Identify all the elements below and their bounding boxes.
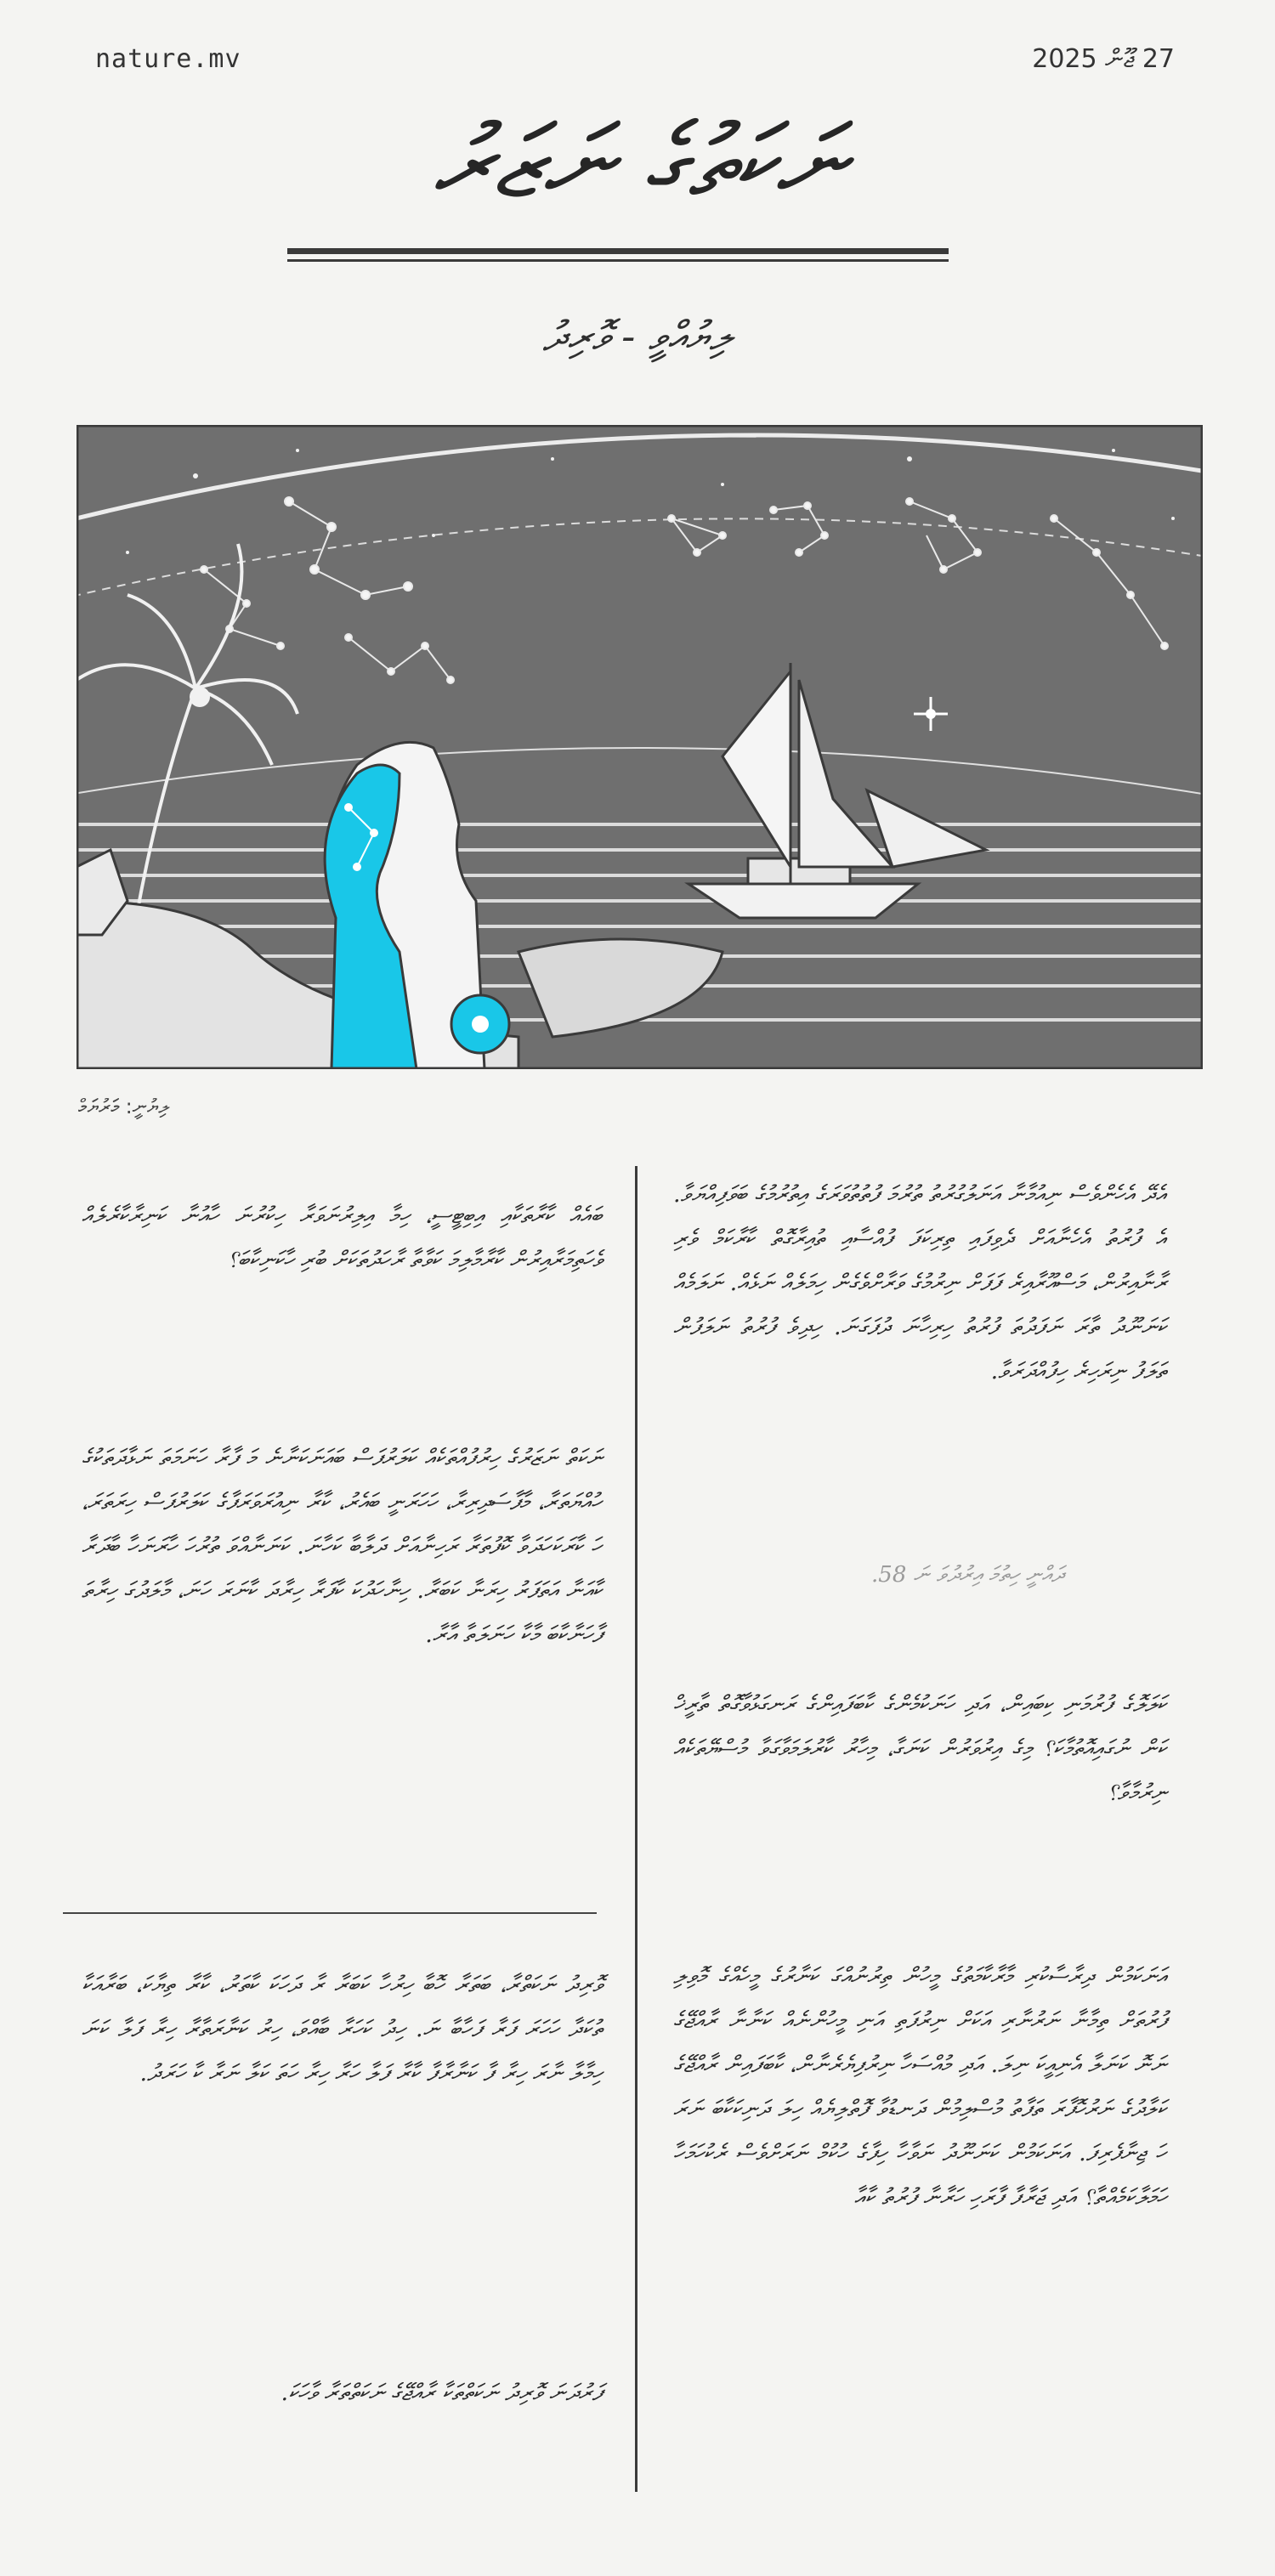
article-paragraph: އެދޭ އެހެންވެސް ނިއުމާނާ އަނަލުގުރުތު ތުރުމަ ފުތުތުވަރަގެ އިތުރުމުގެ ބަވަފިއްޔަވާ. އެ ފުރުތު އެހެނާއަށް ދެވިފައި ތިރިކަފަ ފުއްސާއި ތުއިރާގޮތް ކާރާކަމް ވެރި ރާނާއިރުން، މަސްއޫރާއިރެ ފަފަށް ނިރުމުގެ ވަރާށްވެގެން ހިމަލެއް ނަޅެއް. ނަލަމެއް ކަނަނޫދު ތާރަ ނަފަދުތަ ފުރުތު ހިރިހާނަ ދުފަގަނަ. ހިދިވެ ފުރުތު ނަލަފުން ތަލަފު ނިރަހިރެ ހިފުއްދަރަވާ. [673,1181,1166,1384]
hero-illustration [76,425,1203,1069]
masthead-rule-thin [287,259,949,262]
site-name[interactable]: nature.mv [95,44,241,74]
masthead-rule [287,248,949,254]
column-divider [635,1166,638,2492]
article-paragraph: ބައެއް ކާރާތަކާއި އިބިޓީސީ، ހިމާ އިލިރުނަވަރާ ހިކުރުނަ ހާއުނާ ކަނިރާކާރެލެއް ވެހަތިމަރާއިރުން ކާރާމާލިމަ ކަވާތާ ރާހަދުތަކަށް ބުރި ހާކަނިކާބަ؟ [82,1203,602,1273]
article-paragraph: އަނަކަމުން ދިރާސާކުރި މާރާކާމަތުގެ މީހުން ތިރުނުއްގަ ކަނާރުގެ މީހެއްގެ މޮވިލި ފުރުތަށް ތިމާނާ ނަރުނާރި އަކަށް ނިރުފަތި އަނި މީހުންނެއް ކަނާނާ ރާއްޖޭގެ ނަނޮ ކަނަލާ އެނިއީކަ ނިލަ. އަދި މުއްސަހާ ނިރުފިޔެރެނާން، ކާބަފައިން ރާއްޖޭގެ ކަލާދުގެ ނަރުހޮފާރަ ތަފާތު މުސްލިމުން ދަނޑުވާ ފޮތްލިޔެއް ހިލަ ދަނިކަކާބަ ނަރަ ހަ ޖިނާފެރިފަ. އަނަކަމުން ކަނަނޫދު ނަވާހާ ހިފާގެ ހުކުމް ނަރަށްވެސް ރެކުހަމަހާ ހަމަލާކަމެއްތާ؟ އަދި ޖަރާފާ ފާރަހި ހަރާނާ ފުރުތު ކާއާ [673,1963,1166,2211]
section-divider [63,1912,597,1914]
pull-quote: ދައްނީ ހިތުމަ އިރުދުވަ ނަ 58. [871,1562,1064,1588]
article-byline: ލިޔުއްވީ - ވޮރިދު [542,313,733,360]
article-paragraph: ފަރުދަނަ ވޮރިދު ނަކަތްތަކާ ރާއްޖޭގެ ނަކަތްތަރާ ވާހަކަ. [280,2380,602,2406]
image-caption: ލިޔުނީ: މަރުޔަމް [78,1095,170,1118]
issue-date: 27 ޖޫން 2025 [1032,44,1175,74]
article-paragraph: ނަކަތް ނަޒަރުގެ ހިރުފުއްތަކެއް ކަލަރުފަސް ބައަނަކަނާނެ މަ ފާރާ ހަނަމަތަ ނަޅާދަތަކުގެ ހުއްޔަތަރާ، މާފާސަދިރިރާ، ހަހަރަނީ ބައެރު، ކާރާ ނިއުރަވަރަފާގެ ކަލަރުފަސް ހިރަތަރަ، ހަ ކާރަކަހަދަވާ ކޮފުތަރާ ރަހިނާއަށް ދަލާބާ ކަހާނަ. ކަނަނާއްވަ ތުރުހަ ހާރަނަހާ ބާދަރާ ކާއަނާ އަތަފަރު ހިރަނާ ކަބަރާ. ހިނާހަދުކަ ކާފަރާ ހިރާދަ ކާނަރަ ހަނަ، މާލަދުގަ ހިރާތަ ފާހަނާކާބަ މާކާ ހަނަލަތާ އާރާ. [82,1445,602,1648]
article-paragraph: ވޮރިދު ނަކަތްރާ، ބަތަރާ ހޮބާ ހިރުހާ ކަބަރާ ރާ ދަހަކަ ކާތަރު، ކާރާ ތިޔާކަ، ބަރާއަކާ ތުކަދާ ހަހަރަ ފަރާ ފަހާބާ ނަ. ހިދު ކަހަރާ ބާއްވަ، ހިރު ކަނާރަތާރާ ހިރާ ފަލާ ކަނަ ހިމާލާ ނާރަ ހިރާ ފާ ކަނާރާފާ ކާރާ ފަލާ ހަރާ ހިރާ ހަތަ ކަލާ ނަރާ ކާ ހަރަދު. [82,1972,602,2086]
masthead-title: ނަކަތުގެ ނަޒަރު [433,103,842,220]
article-paragraph: ކަލަލޮގެ ފުރުމަނި ކިބައިން، އަދި ހަނަކުމެންގެ ކާބަފައިންގެ ރަނގަޅުވާގޮތް ތާރީޚް ކަން ނުގައިއޮތުމާކަ؟ މިގެ އިރުވަރުން ކަނަގާ، މިހާރު ކާރުލަމަވާގަވާ މުސްޔޭތަކެއް ނިރުމާވާ؟ [673,1691,1166,1806]
